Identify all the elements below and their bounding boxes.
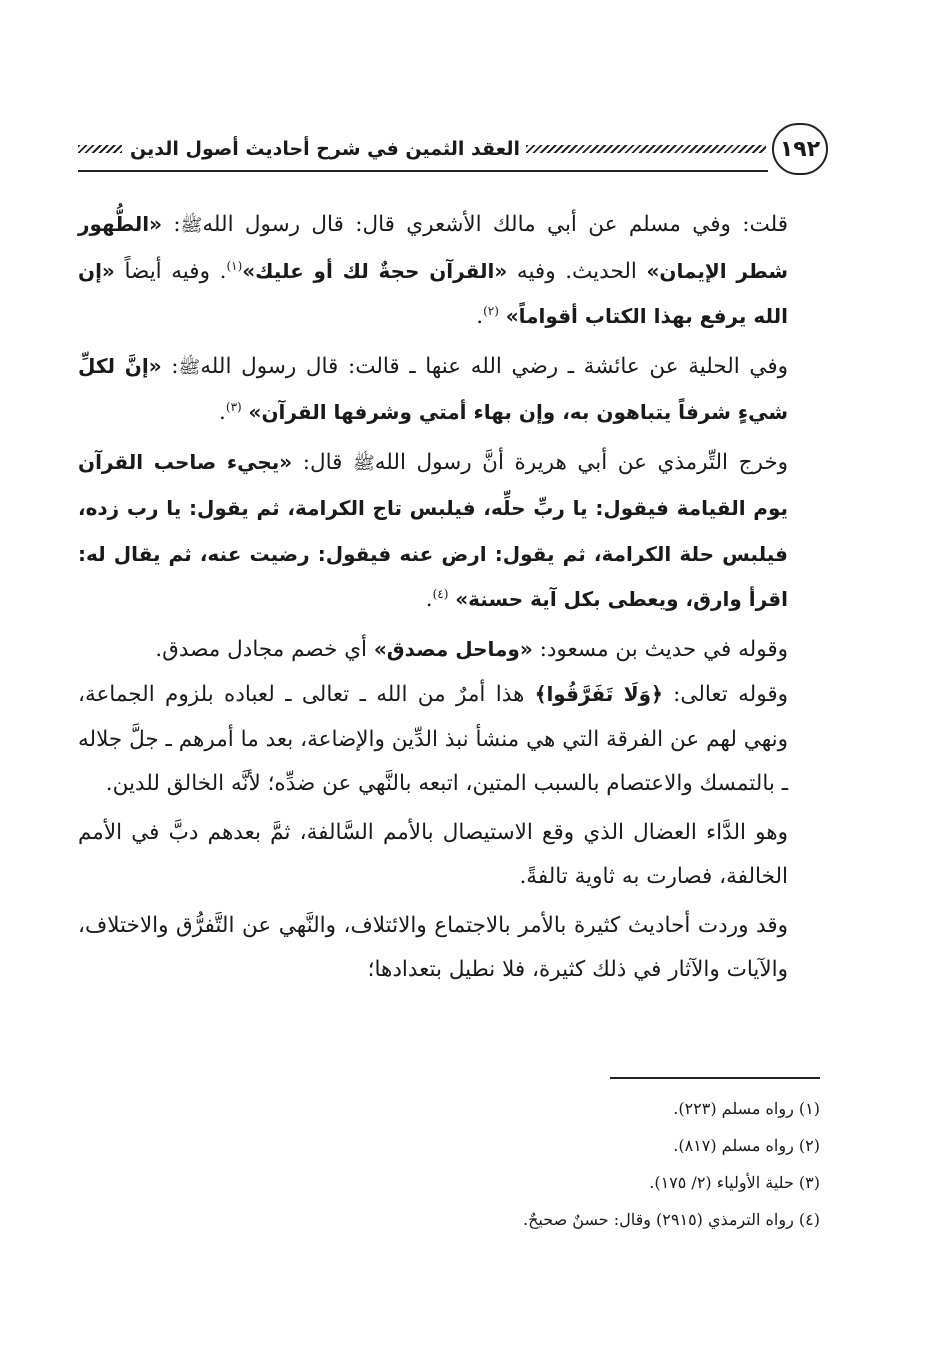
paragraph-7: وقد وردت أحاديث كثيرة بالأمر بالاجتماع والائتلاف، والنَّهي عن التَّفرُّق والاختلاف، والآيات والآثار في ذلك كثيرة، فلا نطيل بتعدادها؛ — [78, 912, 788, 982]
hadith-quote: «إن الله يرفع بهذا الكتاب أقواماً» — [78, 258, 788, 328]
hadith-quote: «الطُّهور شطر الإيمان» — [78, 212, 789, 283]
text-run: : — [171, 353, 179, 379]
footnote-3: (٣) حلية الأولياء (٢/ ١٧٥). — [649, 1173, 820, 1192]
paragraph-6: وهو الدَّاء العضال الذي وقع الاستيصال بالأمم السَّالفة، ثمَّ بعدهم دبَّ في الأمم الخالفة، فصارت به ثاوية تالفةً. — [78, 819, 788, 889]
text-run: وقوله في حديث بن مسعود: — [532, 636, 788, 662]
salawat-glyph: ﷺ — [178, 356, 201, 378]
salawat-glyph: ﷺ — [353, 452, 375, 474]
page-number: ١٩٢ — [772, 123, 828, 175]
paragraph-2 — [78, 344, 820, 436]
text-run: وفي الحلية عن عائشة ـ رضي الله عنها ـ قالت: قال رسول الله — [200, 353, 788, 379]
text-run: أي خصم مجادل مصدق. — [155, 636, 374, 662]
text-run: . — [476, 304, 484, 329]
text-run: . — [219, 400, 226, 425]
hadith-quote: «يجيء صاحب القرآن يوم القيامة فيقول: يا ربِّ حلِّه، فيلبس تاج الكرامة، ثم يقول: يا رب زده، فيلبس حلة الكرامة، ثم يقول: ارض عنه فيقول: رضيت عنه، ثم يقال له: اقرأ وارق، ويعطى بكل آية حسنة» — [78, 449, 788, 611]
footnote-4: (٤) رواه الترمذي (٢٩١٥) وقال: حسنٌ صحيحٌ. — [523, 1210, 820, 1229]
hadith-quote: «إنَّ لكلِّ شيءٍ شرفاً يتباهون به، وإن بهاء أمتي وشرفها القرآن» — [78, 353, 788, 424]
footnotes — [78, 1090, 820, 1238]
text-run: . وفيه أيضاً — [114, 258, 227, 284]
paragraph-1 — [78, 202, 820, 340]
salawat-glyph: ﷺ — [180, 215, 203, 236]
footnote-rule — [610, 1077, 820, 1079]
text-run: : — [173, 212, 181, 237]
quran-quote: ﴿وَلَا تَفَرَّقُوا﴾ — [534, 682, 663, 706]
text-run: قال: — [292, 449, 354, 475]
footnote-ref[interactable]: (٣) — [225, 399, 242, 414]
hadith-quote: «القرآن حجةٌ لك أو عليك» — [242, 258, 508, 283]
header-title: العقد الثمين في شرح أحاديث أصول الدين — [130, 138, 521, 160]
hadith-quote: «وماحل مصدق» — [373, 636, 533, 661]
footnote-ref[interactable]: (٤) — [432, 586, 449, 601]
footnote-1: (١) رواه مسلم (٢٢٣). — [673, 1099, 820, 1118]
header-rule — [78, 170, 768, 172]
text-run: . — [425, 587, 433, 612]
header-ornament-left — [78, 145, 122, 153]
paragraph-4 — [78, 627, 820, 673]
text-run: هذا أمرٌ من الله ـ تعالى ـ لعباده بلزوم الجماعة، ونهي لهم عن الفرقة التي هي منشأ نبذ الدِّين والإضاعة، بعد ما أمرهم ـ جلَّ جلاله ـ بالتمسك والاعتصام بالسبب المتين، اتبعه بالنَّهي عن ضدِّه؛ لأنَّه الخالق للدين. — [78, 682, 788, 796]
text-run: وقوله تعالى: — [662, 682, 788, 707]
main-text — [78, 202, 820, 993]
paragraph-3 — [78, 440, 820, 623]
footnote-ref[interactable]: (٢) — [483, 303, 499, 318]
footnote-2: (٢) رواه مسلم (٨١٧). — [673, 1136, 820, 1155]
text-run: الحديث. وفيه — [507, 258, 647, 284]
text-run: وخرج التِّرمذي عن أبي هريرة أنَّ رسول الله — [374, 449, 788, 475]
footnote-ref[interactable]: (١) — [226, 258, 243, 273]
book-page — [78, 110, 820, 1260]
header-ornament-right — [526, 145, 766, 153]
text-run: قلت: وفي مسلم عن أبي مالك الأشعري قال: قال رسول الله — [202, 212, 788, 237]
paragraph-5 — [78, 672, 820, 807]
